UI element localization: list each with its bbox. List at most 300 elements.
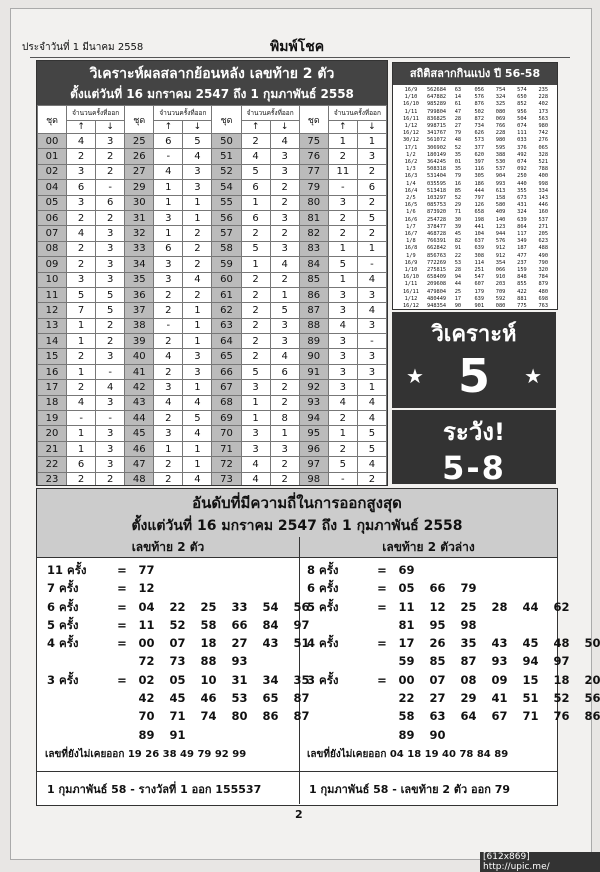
frequency-number: 09 — [491, 672, 508, 687]
stats-row — [396, 238, 554, 245]
stats-cell: 980 — [538, 123, 549, 130]
stats-cell: 01 — [454, 159, 462, 166]
frequency-number: 62 — [553, 599, 570, 614]
stats-cell: 488 — [538, 245, 549, 252]
frequency-number: 02 — [138, 672, 155, 687]
grid-number: 15 — [38, 349, 67, 364]
grid-count: 2 — [96, 164, 125, 179]
grid-number: 39 — [125, 334, 154, 349]
grid-count: 4 — [270, 257, 299, 272]
frequency-number: 41 — [491, 691, 508, 706]
frequency-number: 05 — [169, 672, 186, 687]
stats-row — [396, 303, 554, 310]
left-column-header: เลขท้าย 2 ตัว — [37, 537, 299, 558]
grid-number: 37 — [125, 303, 154, 318]
arrow-down-icon: ↓ — [357, 121, 386, 134]
stats-cell: 30/12 — [402, 137, 419, 144]
grid-count: 6 — [96, 195, 125, 210]
grid-number: 72 — [212, 457, 241, 472]
stats-cell: 576 — [474, 94, 485, 101]
right-frequency-list — [307, 561, 600, 744]
grid-count: 3 — [357, 349, 386, 364]
frequency-number: 87 — [293, 709, 310, 724]
stats-cell: 531404 — [426, 173, 447, 180]
stats-cell: 35 — [454, 166, 462, 173]
grid-count: 2 — [357, 472, 386, 486]
frequency-line — [307, 726, 600, 744]
grid-count: 3 — [270, 441, 299, 456]
frequency-numbers — [391, 616, 484, 634]
stats-cell: 209608 — [426, 281, 447, 288]
stats-cell: 28 — [454, 115, 462, 122]
frequency-line — [47, 634, 317, 652]
grid-number: 58 — [212, 241, 241, 256]
stats-cell: 422 — [517, 288, 527, 295]
grid-count: 2 — [183, 241, 212, 256]
frequency-line — [307, 579, 600, 597]
frequency-number: 00 — [138, 636, 155, 651]
equals-sign: = — [377, 672, 387, 687]
stats-cell: 400 — [538, 173, 549, 180]
stats-cell: 085753 — [426, 202, 447, 209]
grid-number: 31 — [125, 210, 154, 225]
grid-count: 4 — [183, 149, 212, 164]
stats-cell: 16/10 — [402, 274, 419, 281]
stats-row — [396, 159, 554, 166]
stats-cell: 658409 — [426, 274, 447, 281]
grid-count: 1 — [154, 441, 183, 456]
stats-cell: 799804 — [426, 108, 447, 115]
grid-count: 1 — [154, 195, 183, 210]
grid-number: 69 — [212, 411, 241, 426]
grid-count: - — [328, 472, 357, 486]
stats-cell: 573 — [474, 137, 485, 144]
grid-count: 6 — [241, 210, 270, 225]
frequency-number: 67 — [491, 709, 508, 724]
grid-count: 2 — [357, 195, 386, 210]
frequency-number: 93 — [231, 654, 248, 669]
stats-cell: 872 — [474, 115, 485, 122]
frequency-number: 45 — [169, 691, 186, 706]
frequency-number: 10 — [200, 672, 217, 687]
frequency-line — [47, 689, 317, 707]
frequency-number: 58 — [398, 709, 415, 724]
grid-number: 16 — [38, 364, 67, 379]
grid-count: 4 — [183, 395, 212, 410]
grid-number: 64 — [212, 334, 241, 349]
frequency-number: 98 — [460, 617, 477, 632]
grid-count: 3 — [328, 364, 357, 379]
stats-cell: 513418 — [426, 187, 447, 194]
frequency-count: 3 ครั้ง — [307, 672, 339, 687]
stats-cell: 16/3 — [404, 173, 418, 180]
frequency-count — [47, 652, 113, 670]
stats-cell: 325 — [495, 101, 506, 108]
frequency-number: 66 — [231, 617, 248, 632]
grid-count: 2 — [96, 318, 125, 333]
grid-count: 1 — [241, 257, 270, 272]
frequency-count: 6 ครั้ง — [47, 599, 79, 614]
stats-cell: 324 — [517, 209, 527, 216]
grid-number: 94 — [299, 411, 328, 426]
grid-number: 67 — [212, 380, 241, 395]
stats-cell: 173 — [538, 108, 549, 115]
stats-cell: 117 — [517, 231, 527, 238]
grid-row — [38, 457, 387, 472]
frequency-number: 85 — [429, 654, 446, 669]
frequency-numbers — [131, 726, 193, 744]
grid-row — [38, 164, 387, 179]
stats-rows — [393, 85, 557, 310]
never-drawn-right: เลขที่ยังไม่เคยออก 04 18 19 40 78 84 89 — [307, 749, 509, 760]
stats-cell: 25 — [454, 288, 462, 295]
frequency-line — [307, 671, 600, 689]
stats-cell: 637 — [474, 238, 485, 245]
stats-cell: 607 — [474, 281, 485, 288]
grid-count: 2 — [328, 411, 357, 426]
stats-cell: 61 — [454, 101, 462, 108]
grid-count: 3 — [328, 303, 357, 318]
stats-cell: 16/10 — [402, 101, 419, 108]
stats-cell: 993 — [495, 180, 506, 187]
analysis-label: วิเคราะห์ — [431, 322, 517, 347]
frequency-count — [307, 689, 373, 707]
stats-cell: 1/3 — [406, 166, 416, 173]
frequency-number: 18 — [553, 672, 570, 687]
stats-cell: 1/4 — [406, 180, 416, 187]
grid-count: 1 — [67, 426, 96, 441]
stats-cell: 306902 — [426, 144, 447, 151]
stats-row — [396, 152, 554, 159]
stats-cell: 080 — [495, 303, 506, 310]
stats-cell: 30 — [454, 216, 462, 223]
stats-cell: 198 — [474, 216, 485, 223]
frequency-number: 27 — [429, 691, 446, 706]
grid-count: 1 — [67, 441, 96, 456]
stats-cell: 754 — [495, 87, 506, 93]
stats-row — [396, 289, 554, 296]
grid-number: 96 — [299, 441, 328, 456]
grid-row — [38, 318, 387, 333]
stats-cell: 1/2 — [406, 151, 416, 158]
stats-row — [396, 109, 554, 116]
grid-count: 3 — [241, 441, 270, 456]
frequency-footer — [37, 771, 557, 804]
frequency-number: 88 — [200, 654, 217, 669]
frequency-numbers — [391, 579, 484, 597]
grid-count: 2 — [270, 180, 299, 195]
stats-cell: 52 — [454, 144, 462, 151]
frequency-line — [47, 579, 317, 597]
stats-row — [396, 245, 554, 252]
stats-cell: 504 — [517, 115, 527, 122]
grid-count: 3 — [357, 287, 386, 302]
grid-count: 4 — [241, 457, 270, 472]
grid-number: 42 — [125, 380, 154, 395]
stats-cell: 468728 — [426, 231, 447, 238]
grid-number: 27 — [125, 164, 154, 179]
grid-count: 1 — [241, 411, 270, 426]
frequency-subtitle: ตั้งแต่วันที่ 16 มกราคม 2547 ถึง 1 กุมภาพันธ์ 2558 — [131, 518, 463, 534]
grid-count: 3 — [270, 318, 299, 333]
grid-count: 2 — [154, 457, 183, 472]
stats-cell: 45 — [454, 231, 462, 238]
grid-count: 4 — [241, 472, 270, 486]
stats-cell: 790 — [538, 259, 549, 266]
history-title: วิเคราะห์ผลสลากย้อนหลัง เลขท้าย 2 ตัว — [89, 66, 335, 82]
stats-cell: 48 — [454, 137, 462, 144]
equals-sign: = — [117, 617, 127, 632]
grid-count: 2 — [96, 472, 125, 486]
grid-count: 5 — [183, 411, 212, 426]
equals-sign: = — [117, 636, 127, 651]
grid-count: 6 — [67, 457, 96, 472]
stats-cell: 033 — [517, 137, 527, 144]
frequency-line — [47, 707, 317, 725]
stats-cell: 956 — [517, 108, 527, 115]
frequency-number: 70 — [138, 709, 155, 724]
grid-number: 55 — [212, 195, 241, 210]
stats-cell: 377 — [474, 144, 485, 151]
frequency-numbers — [391, 561, 422, 579]
frequency-line — [47, 726, 317, 744]
grid-count: 3 — [183, 180, 212, 195]
grid-count: 6 — [154, 134, 183, 149]
stats-cell: 440 — [517, 180, 527, 187]
grid-row — [38, 195, 387, 210]
grid-count: 6 — [241, 180, 270, 195]
grid-number: 59 — [212, 257, 241, 272]
grid-count: 3 — [328, 195, 357, 210]
grid-number: 12 — [38, 303, 67, 318]
stats-cell: 1/9 — [406, 252, 416, 259]
grid-count: 2 — [67, 472, 96, 486]
frequency-number: 66 — [429, 581, 446, 596]
stats-row — [396, 274, 554, 281]
grid-count: 1 — [328, 272, 357, 287]
stats-row — [396, 296, 554, 303]
grid-count: 2 — [96, 149, 125, 164]
frequency-number: 25 — [200, 599, 217, 614]
stats-cell: 334 — [538, 187, 549, 194]
grid-count: 2 — [183, 287, 212, 302]
stats-cell: 742 — [538, 130, 549, 137]
stats-cell: 444 — [474, 187, 485, 194]
grid-count: 3 — [328, 287, 357, 302]
grid-count: - — [328, 180, 357, 195]
stats-cell: 490 — [538, 252, 549, 259]
frequency-number: 46 — [200, 691, 217, 706]
stats-cell: 305 — [474, 173, 485, 180]
frequency-number: 79 — [460, 581, 477, 596]
frequency-number: 90 — [429, 727, 446, 742]
grid-number: 01 — [38, 149, 67, 164]
grid-number: 43 — [125, 395, 154, 410]
grid-count: 3 — [96, 441, 125, 456]
stats-cell: 250 — [517, 173, 527, 180]
equals-sign: = — [377, 581, 387, 596]
frequency-number: 76 — [553, 709, 570, 724]
stats-cell: 563 — [538, 115, 549, 122]
grid-number: 76 — [299, 149, 328, 164]
frequency-number: 52 — [169, 617, 186, 632]
stats-row — [396, 181, 554, 188]
stats-cell: 856763 — [426, 252, 447, 259]
stats-cell: 186 — [474, 180, 485, 187]
grid-count: 1 — [183, 318, 212, 333]
grid-count: 1 — [183, 210, 212, 225]
never-drawn-left: เลขที่ยังไม่เคยออก 19 26 38 49 79 92 99 — [45, 749, 247, 760]
frequency-number: 59 — [398, 654, 415, 669]
grid-count: 4 — [67, 134, 96, 149]
frequency-number: 50 — [584, 636, 600, 651]
stats-cell: 180149 — [426, 151, 447, 158]
stats-row — [396, 217, 554, 224]
grid-number: 44 — [125, 411, 154, 426]
stats-cell: 492 — [517, 151, 527, 158]
grid-count: 1 — [154, 226, 183, 241]
stats-cell: 1/12 — [404, 295, 418, 302]
grid-count: 3 — [357, 149, 386, 164]
frequency-title: อันดับที่มีความถี่ในการออกสูงสุด — [192, 494, 402, 512]
grid-count: 6 — [67, 180, 96, 195]
stats-cell: 074 — [517, 123, 527, 130]
grid-number: 70 — [212, 426, 241, 441]
stats-cell: 784 — [538, 274, 549, 281]
equals-sign: = — [377, 599, 387, 614]
stats-row — [396, 195, 554, 202]
grid-count: 2 — [241, 318, 270, 333]
equals-sign — [113, 689, 131, 707]
stats-row — [396, 281, 554, 288]
stats-cell: 160 — [538, 209, 549, 216]
stats-cell: 788 — [538, 166, 549, 173]
grid-count: 4 — [241, 149, 270, 164]
grid-count: 1 — [67, 318, 96, 333]
frequency-number: 93 — [491, 654, 508, 669]
stats-cell: 179 — [474, 288, 485, 295]
grid-row — [38, 364, 387, 379]
stats-row — [396, 94, 554, 101]
frequency-number: 22 — [398, 691, 415, 706]
frequency-number: 27 — [231, 636, 248, 651]
right-column-header: เลขท้าย 2 ตัวล่าง — [300, 537, 557, 558]
equals-sign — [373, 652, 391, 670]
stats-cell: 479804 — [426, 288, 447, 295]
stats-cell: 47 — [454, 108, 462, 115]
stats-cell: 143 — [538, 195, 549, 202]
stats-cell: 985289 — [426, 101, 447, 108]
stats-cell: 79 — [454, 173, 462, 180]
frequency-numbers — [391, 634, 600, 652]
stats-cell: 22 — [454, 252, 462, 259]
frequency-numbers — [131, 689, 317, 707]
grid-count: 1 — [328, 134, 357, 149]
stats-cell: 29 — [454, 202, 462, 209]
grid-count: 1 — [357, 380, 386, 395]
history-table-title — [37, 61, 387, 105]
stats-row — [396, 202, 554, 209]
grid-row — [38, 241, 387, 256]
star-icon: ★ — [524, 364, 542, 388]
grid-count: 2 — [328, 226, 357, 241]
frequency-number: 25 — [460, 599, 477, 614]
stats-cell: 658 — [474, 209, 485, 216]
stats-cell: 16/5 — [404, 202, 418, 209]
stats-row — [396, 231, 554, 238]
grid-count: 2 — [270, 457, 299, 472]
grid-count: 2 — [154, 411, 183, 426]
stats-cell: 364245 — [426, 159, 447, 166]
grid-count: 5 — [241, 164, 270, 179]
grid-count: 2 — [67, 380, 96, 395]
stats-cell: 276 — [538, 137, 549, 144]
stats-cell: 187 — [517, 245, 527, 252]
stats-cell: 27 — [454, 123, 462, 130]
stats-row — [396, 166, 554, 173]
footer-left: 1 กุมภาพันธ์ 58 - รางวัลที่ 1 ออก 155537 — [47, 783, 262, 796]
grid-count: 2 — [67, 210, 96, 225]
grid-count: - — [67, 411, 96, 426]
equals-sign — [113, 726, 131, 744]
stats-cell: 848 — [517, 274, 527, 281]
stats-row — [396, 188, 554, 195]
stats-cell: 271 — [538, 223, 549, 230]
stats-cell: 16/8 — [404, 245, 418, 252]
grid-row — [38, 441, 387, 456]
stats-cell: 1/8 — [406, 238, 416, 245]
stats-cell: 85 — [454, 187, 462, 194]
stats-row — [396, 87, 554, 94]
grid-number: 88 — [299, 318, 328, 333]
grid-count: 4 — [357, 303, 386, 318]
grid-number: 09 — [38, 257, 67, 272]
grid-count: 1 — [241, 395, 270, 410]
grid-number: 40 — [125, 349, 154, 364]
grid-count: 1 — [183, 195, 212, 210]
grid-number: 48 — [125, 472, 154, 486]
frequency-number: 35 — [460, 636, 477, 651]
grid-count: 5 — [96, 303, 125, 318]
stats-cell: 766391 — [426, 238, 447, 245]
grid-count: 2 — [357, 226, 386, 241]
stats-row — [396, 137, 554, 144]
stats-box — [392, 62, 558, 310]
stats-cell: 159 — [517, 267, 527, 274]
equals-sign — [373, 707, 391, 725]
stats-cell: 320 — [538, 267, 549, 274]
frequency-count: 11 ครั้ง — [47, 563, 87, 577]
stats-cell: 775 — [517, 303, 527, 310]
grid-count: 2 — [357, 164, 386, 179]
stats-cell: 650 — [517, 94, 527, 101]
grid-number: 29 — [125, 180, 154, 195]
grid-number: 52 — [212, 164, 241, 179]
grid-number: 57 — [212, 226, 241, 241]
grid-row — [38, 303, 387, 318]
grid-count: 4 — [357, 395, 386, 410]
stats-cell: 763 — [538, 303, 549, 310]
stats-cell: 092 — [517, 166, 527, 173]
frequency-number: 17 — [398, 636, 415, 651]
stats-cell: 17 — [454, 295, 462, 302]
grid-number: 11 — [38, 287, 67, 302]
frequency-numbers — [131, 598, 317, 616]
stats-cell: 912 — [495, 245, 506, 252]
stats-cell: 852 — [517, 101, 527, 108]
frequency-number: 91 — [169, 727, 186, 742]
grid-number: 56 — [212, 210, 241, 225]
